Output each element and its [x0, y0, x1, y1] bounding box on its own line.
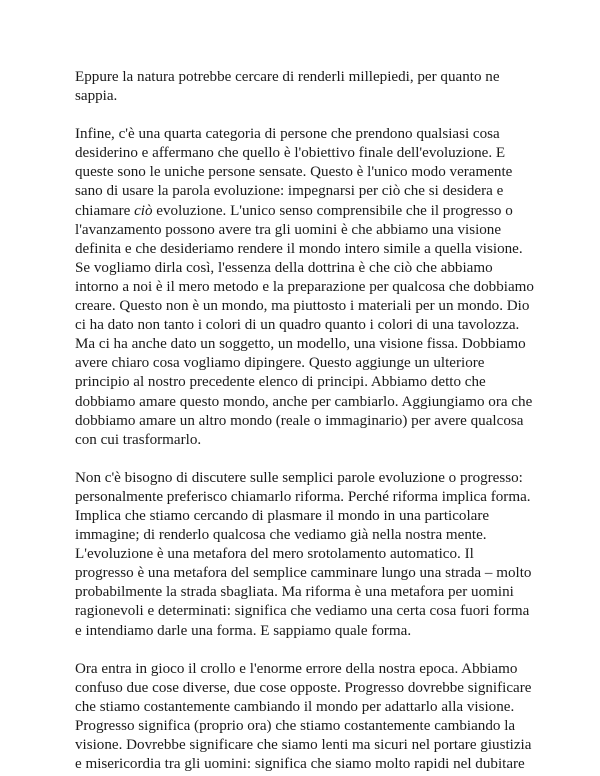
text-line: dobbiamo amare questo mondo, anche per cambiarlo. Aggiungiamo ora che — [75, 393, 533, 410]
text-line: sano di usare la parola evoluzione: impegnarsi per ciò che si desidera e — [75, 183, 504, 200]
text-line: Se vogliamo dirla così, l'essenza della dottrina è che ciò che abbiamo — [75, 259, 493, 276]
text-line: immagine; di renderlo qualcosa che vediamo già nella nostra mente. — [75, 527, 487, 544]
text-line: creare. Questo non è un mondo, ma piuttosto i materiali per un mondo. Dio — [75, 298, 530, 315]
text-line: l'avanzamento possono avere tra gli uomini è che abbiamo una visione — [75, 221, 502, 238]
text-line: Eppure la natura potrebbe cercare di renderli millepiedi, per quanto ne — [75, 69, 500, 85]
text-line: dobbiamo amare un altro mondo (reale o immaginario) per avere qualcosa — [75, 412, 524, 429]
text-line: ci ha dato non tanto i colori di un quadro quanto i colori di una tavolozza. — [75, 317, 520, 334]
text-line: definita e che desideriamo rendere il mondo intero simile a quella visione. — [75, 240, 523, 257]
text-line: L'evoluzione è una metafora del mero srotolamento automatico. Il — [75, 546, 474, 563]
text-line: personalmente preferisco chiamarlo riforma. Perché riforma implica forma. — [75, 488, 531, 505]
text-line: avere chiaro cosa vogliamo dipingere. Questo aggiunge un ulteriore — [75, 355, 485, 372]
text-line: ragionevoli e determinati: significa che vediamo una certa cosa fuori forma — [75, 603, 530, 620]
text-line: desiderino e affermano che quello è l'obiettivo finale dell'evoluzione. E — [75, 145, 506, 162]
text-line — [75, 202, 530, 221]
paragraph — [75, 660, 530, 775]
italic-word: ciò — [134, 202, 153, 219]
text-run: chiamare — [75, 202, 135, 219]
text-run: evoluzione. L'unico senso comprensibile che il progresso o — [152, 202, 513, 219]
text-line: e misericordia tra gli uomini: significa che siamo molto rapidi nel dubitare — [75, 756, 525, 773]
text-line: visione. Dovrebbe significare che siamo lenti ma sicuri nel portare giustizia — [75, 737, 532, 753]
body-text — [75, 68, 534, 774]
text-line: confuso due cose diverse, due cose opposte. Progresso dovrebbe significare — [75, 679, 532, 696]
paragraph — [75, 68, 530, 106]
text-line: Implica che stiamo cercando di plasmare il mondo in una particolare — [75, 507, 490, 524]
text-line: Ora entra in gioco il crollo e l'enorme errore della nostra epoca. Abbiamo — [75, 660, 518, 677]
text-line: principio al nostro precedente elenco di principi. Abbiamo detto che — [75, 374, 486, 391]
text-line: Progresso significa (proprio ora) che stiamo costantemente cambiando la — [75, 717, 516, 734]
text-line: Non c'è bisogno di discutere sulle semplici parole evoluzione o progresso: — [75, 469, 523, 486]
paragraph — [75, 125, 534, 450]
text-line: intorno a noi è il mero metodo e la preparazione per qualcosa che dobbiamo — [75, 278, 534, 295]
text-line: con cui trasformarlo. — [75, 431, 202, 448]
text-line: che stiamo costantemente cambiando il mondo per adattarlo alla visione. — [75, 698, 515, 715]
text-line: sappia. — [75, 88, 118, 105]
text-line: probabilmente la strada sbagliata. Ma riforma è una metafora per uomini — [75, 584, 514, 601]
text-line: Ma ci ha anche dato un soggetto, un modello, una visione fissa. Dobbiamo — [75, 336, 526, 353]
text-line: Infine, c'è una quarta categoria di persone che prendono qualsiasi cosa — [75, 126, 500, 143]
paragraph — [75, 469, 530, 641]
text-line: progresso è una metafora del semplice camminare lungo una strada – molto — [75, 565, 532, 582]
text-line: queste sono le uniche persone sensate. Questo è l'unico modo veramente — [75, 164, 513, 181]
text-line: e intendiamo darle una forma. E sappiamo quale forma. — [75, 622, 412, 639]
